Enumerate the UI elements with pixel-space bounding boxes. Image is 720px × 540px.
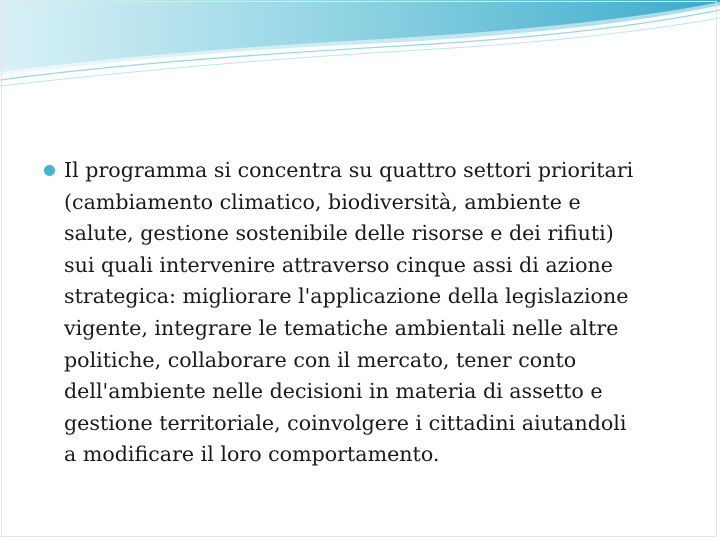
bullet-item xyxy=(44,155,684,471)
bullet-text: Il programma si concentra su quattro settori prioritari (cambiamento climatico, biodiversità, ambiente e salute, gestione sostenibile delle risorse e dei rifiuti) sui quali intervenire attraverso cinque assi di azione strategica: migliorare l'applicazione della legislazione vigente, integrare le tematiche ambientali nelle altre politiche, collaborare con il mercato, tener conto dell'ambiente nelle decisioni in materia di assetto e gestione territoriale, coinvolgere i cittadini aiutandoli a modificare il loro comportamento. xyxy=(64,158,634,467)
bullet-dot-icon xyxy=(44,165,55,176)
slide-content xyxy=(44,155,684,471)
